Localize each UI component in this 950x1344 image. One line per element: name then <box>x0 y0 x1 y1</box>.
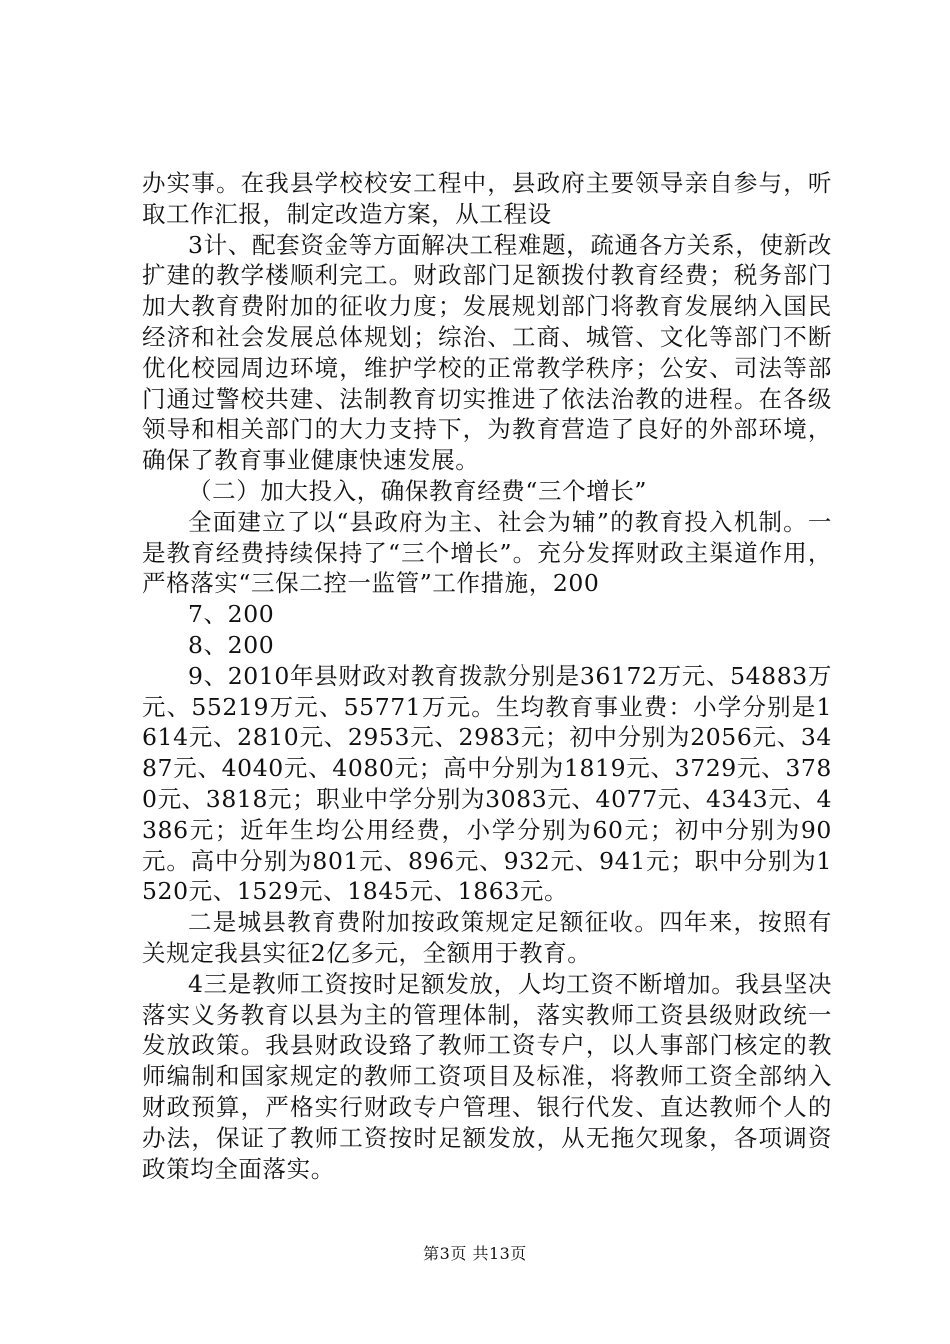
paragraph: 4三是教师工资按时足额发放，人均工资不断增加。我县坚决落实义务教育以县为主的管理体制，落实教师工资县级财政统一发放政策。我县财政设臵了教师工资专户，以人事部门核定的教师编制和国家规定的教师工资项目及标准，将教师工资全部纳入财政预算，严格实行财政专户管理、银行代发、直达教师个人的办法，保证了教师工资按时足额发放，从无拖欠现象，各项调资政策均全面落实。 <box>142 969 832 1183</box>
paragraph: 9、2010年县财政对教育拨款分别是36172万元、54883万元、55219万元、55771万元。生均教育事业费：小学分别是1614元、2810元、2953元、2983元；初中分别为2056元、3487元、4040元、4080元；高中分别为1819元、3729元、3780元、3818元；职业中学分别为3083元、4077元、4343元、4386元；近年生均公用经费，小学分别为60元；初中分别为90元。高中分别为801元、896元、932元、941元；职中分别为1520元、1529元、1845元、1863元。 <box>142 661 832 906</box>
page-number-label: 第3页 共13页 <box>423 1244 527 1263</box>
paragraph: 8、200 <box>188 630 275 659</box>
paragraph: 二是城县教育费附加按政策规定足额征收。四年来，按照有关规定我县实征2亿多元，全额用于教育。 <box>142 908 832 967</box>
paragraph: 3计、配套资金等方面解决工程难题，疏通各方关系，使新改扩建的教学楼顺利完工。财政部门足额拨付教育经费；税务部门加大教育费附加的征收力度；发展规划部门将教育发展纳入国民经济和社会发展总体规划；综治、工商、城管、文化等部门不断优化校园周边环境，维护学校的正常教学秩序；公安、司法等部门通过警校共建、法制教育切实推进了依法治教的进程。在各级领导和相关部门的大力支持下，为教育营造了良好的外部环境，确保了教育事业健康快速发展。 <box>142 230 832 475</box>
document-body <box>142 168 832 1184</box>
paragraph: 办实事。在我县学校校安工程中，县政府主要领导亲自参与，听取工作汇报，制定改造方案，从工程设 <box>142 169 832 228</box>
section-heading: （二）加大投入，确保教育经费“三个增长” <box>188 476 648 505</box>
page-footer <box>0 1244 950 1264</box>
paragraph: 7、200 <box>188 600 275 629</box>
paragraph: 全面建立了以“县政府为主、社会为辅”的教育投入机制。一是教育经费持续保持了“三个增长”。充分发挥财政主渠道作用，严格落实“三保二控一监管”工作措施，200 <box>142 507 832 598</box>
